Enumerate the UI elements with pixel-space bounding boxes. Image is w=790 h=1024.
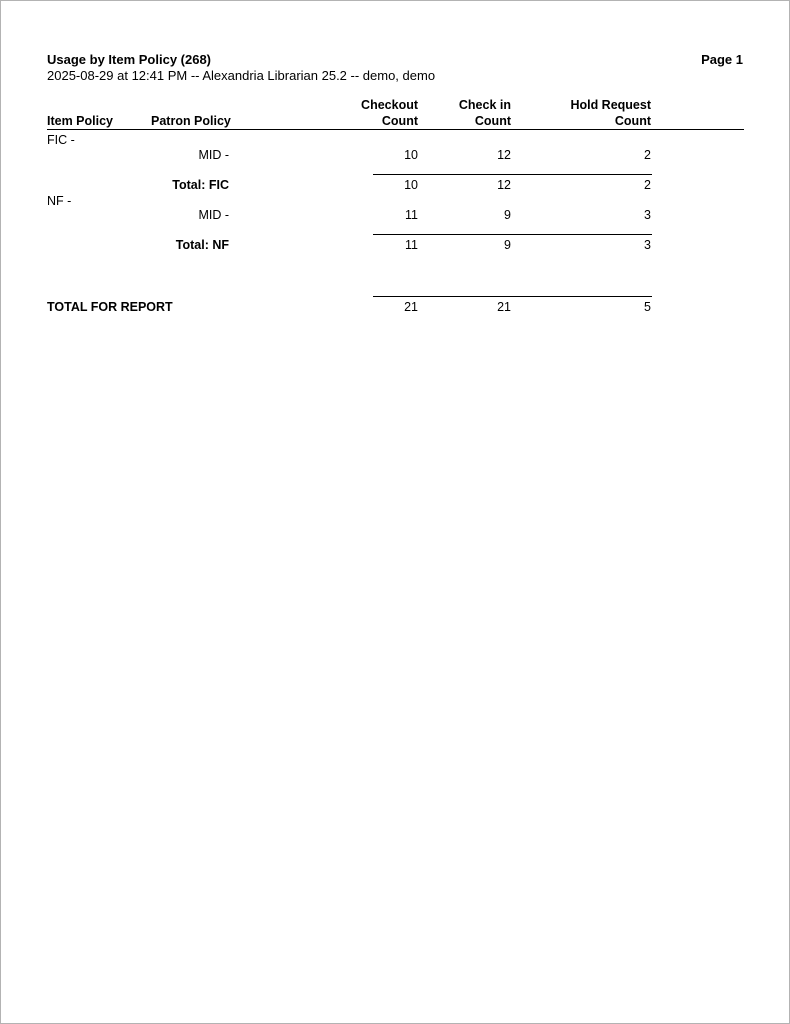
group-item-policy: FIC -: [47, 133, 75, 147]
subtotal-divider: [373, 174, 652, 175]
col-header-checkin-line1: Check in: [458, 98, 511, 112]
grand-total-checkin: 21: [497, 300, 511, 314]
row-patron-policy: MID -: [198, 148, 229, 162]
row-hold-count: 2: [644, 148, 651, 162]
page-number: Page 1: [701, 52, 743, 67]
col-header-hold-line1: Hold Request: [570, 98, 651, 112]
report-title: Usage by Item Policy (268): [47, 52, 212, 67]
grand-total-divider: [373, 296, 652, 297]
subtotal-label: Total: FIC: [172, 178, 229, 192]
row-checkout-count: 10: [404, 148, 418, 162]
col-header-patron-policy: Patron Policy: [151, 114, 231, 128]
subtotal-checkin: 12: [497, 178, 511, 192]
col-header-checkout-line1: Checkout: [361, 98, 418, 112]
row-patron-policy: MID -: [198, 208, 229, 222]
subtotal-hold: 3: [644, 238, 651, 252]
group-item-policy: NF -: [47, 194, 72, 208]
subtotal-label: Total: NF: [175, 238, 229, 252]
grand-total-checkout: 21: [404, 300, 418, 314]
subtotal-divider: [373, 234, 652, 235]
col-header-hold-line2: Count: [614, 114, 651, 128]
row-checkin-count: 12: [497, 148, 511, 162]
grand-total-label: TOTAL FOR REPORT: [47, 300, 173, 314]
row-checkin-count: 9: [504, 208, 511, 222]
subtotal-checkin: 9: [504, 238, 511, 252]
report-subtitle: 2025-08-29 at 12:41 PM -- Alexandria Librarian 25.2 -- demo, demo: [47, 68, 436, 83]
row-checkout-count: 11: [405, 208, 418, 222]
col-header-checkout-line2: Count: [381, 114, 418, 128]
grand-total-hold: 5: [644, 300, 651, 314]
row-hold-count: 3: [644, 208, 651, 222]
subtotal-hold: 2: [644, 178, 651, 192]
col-header-item-policy: Item Policy: [47, 114, 113, 128]
subtotal-checkout: 11: [405, 238, 418, 252]
col-header-checkin-line2: Count: [474, 114, 511, 128]
subtotal-checkout: 10: [404, 178, 418, 192]
header-divider: [47, 129, 744, 130]
